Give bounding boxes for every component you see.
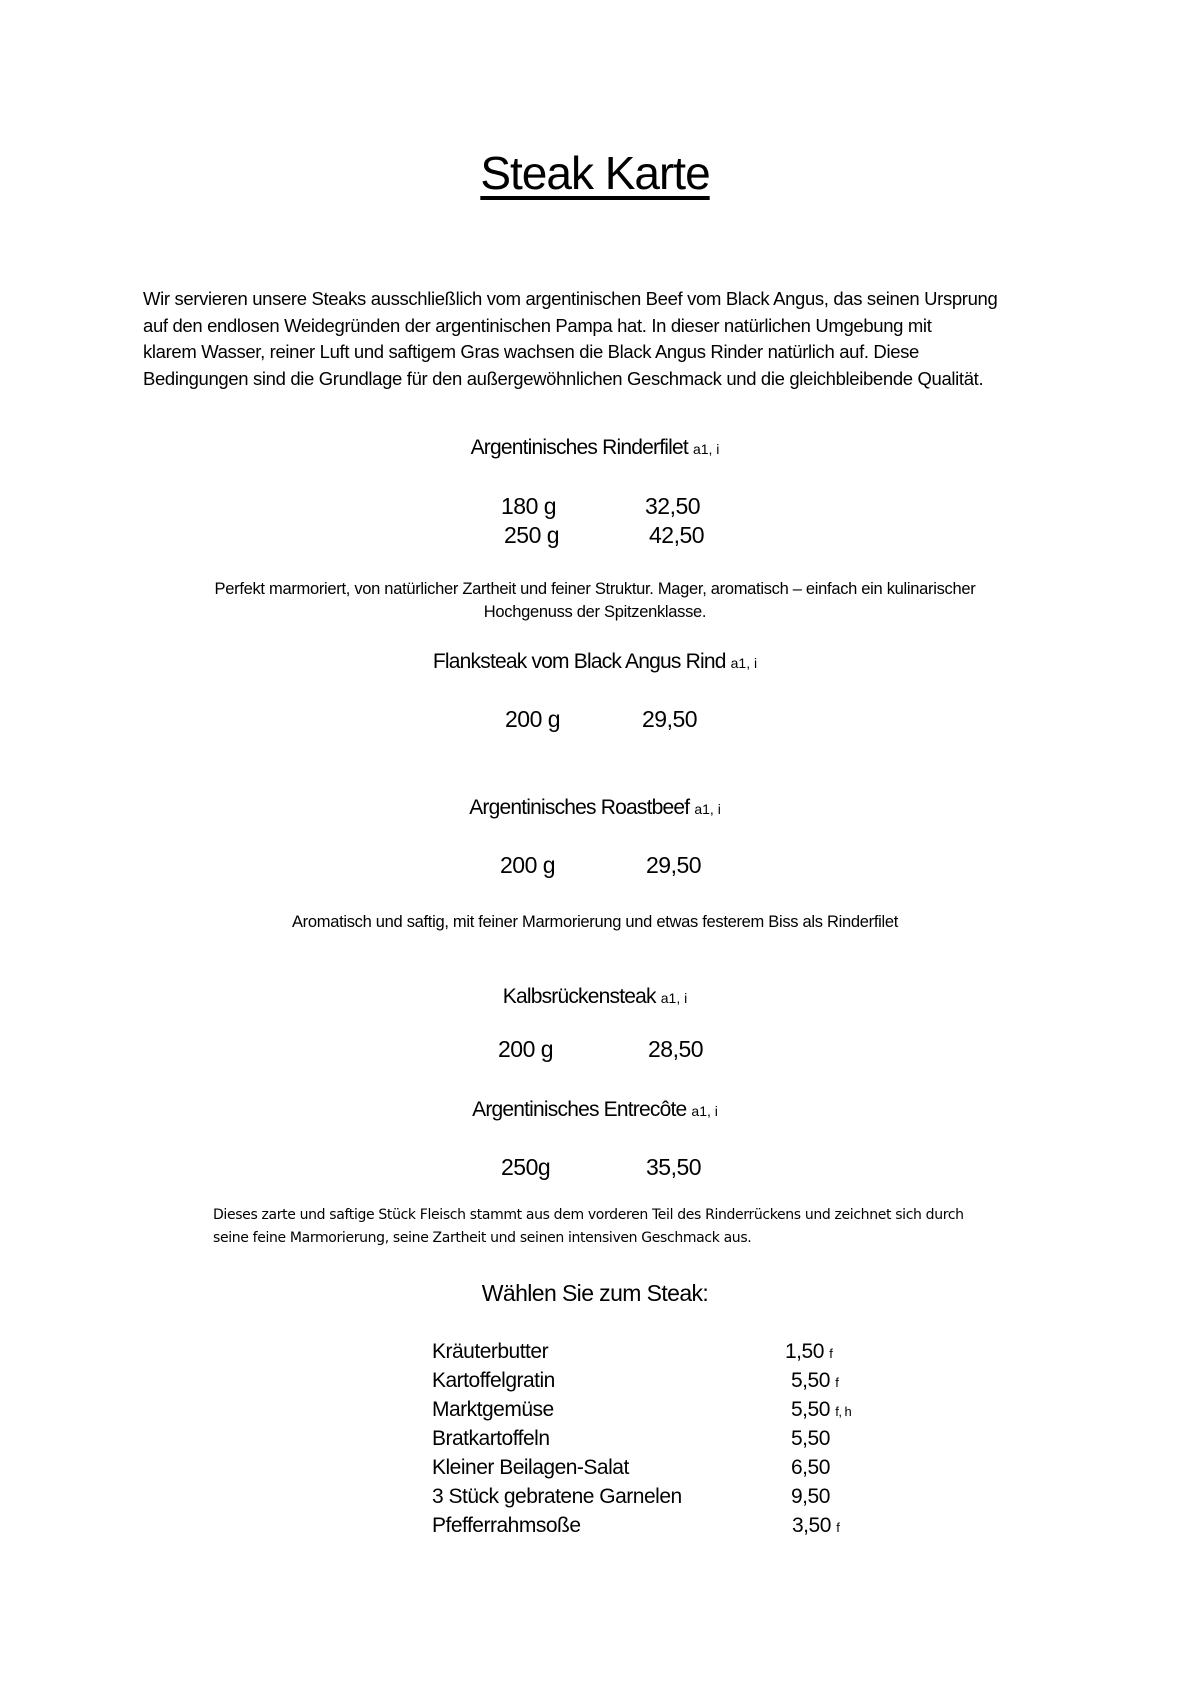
price: 29,50 (642, 706, 698, 732)
side-price: 5,50 f (791, 1369, 839, 1392)
weight: 180 g (501, 493, 557, 519)
side-name: Bratkartoffeln (432, 1427, 550, 1450)
side-price: 1,50 f (785, 1340, 833, 1363)
side-price: 5,50 (791, 1427, 830, 1450)
intro-paragraph (143, 286, 1068, 393)
steak-heading-entrecote: Argentinisches Entrecôte a1, i (472, 1098, 718, 1121)
price: 42,50 (649, 522, 705, 548)
weight: 250g (501, 1154, 551, 1180)
intro-line: auf den endlosen Weidegründen der argentinischen Pampa hat. In dieser natürlichen Umgebung mit (143, 314, 932, 336)
side-price: 5,50 f, h (791, 1398, 852, 1421)
side-name: Kräuterbutter (432, 1340, 549, 1363)
steak-description: Perfekt marmoriert, von natürlicher Zartheit und feiner Struktur. Mager, aromatisch – einfach ein kulinarischer Hochgenuss der Spitzenklasse. (214, 580, 976, 621)
weight: 200 g (500, 852, 556, 878)
side-item (0, 1398, 1190, 1426)
side-item (0, 1340, 1190, 1368)
price: 29,50 (646, 852, 702, 878)
side-name: Kartoffelgratin (432, 1369, 555, 1392)
steak-description: Dieses zarte und saftige Stück Fleisch stammt aus dem vorderen Teil des Rinderrückens und zeichnet sich durch seine feine Marmorierung, seine Zartheit und seinen intensiven Geschmack aus. (213, 1207, 964, 1246)
intro-line: klarem Wasser, reiner Luft und saftigem Gras wachsen die Black Angus Rinder natürlich auf. Diese (143, 341, 919, 363)
side-item (0, 1514, 1190, 1542)
steak-heading-roastbeef: Argentinisches Roastbeef a1, i (469, 796, 721, 819)
side-name: 3 Stück gebratene Garnelen (432, 1485, 682, 1508)
side-item (0, 1485, 1190, 1513)
side-price: 3,50 f (792, 1514, 840, 1537)
page-title: Steak Karte (480, 147, 710, 199)
allergen-code: f (829, 1346, 833, 1361)
price: 28,50 (648, 1036, 704, 1062)
price: 32,50 (645, 493, 701, 519)
allergen-code: a1, i (694, 801, 721, 817)
side-item (0, 1369, 1190, 1397)
steak-heading-rinderfilet: Argentinisches Rinderfilet a1, i (470, 436, 720, 459)
side-price: 9,50 (791, 1485, 830, 1508)
side-name: Kleiner Beilagen-Salat (432, 1456, 629, 1479)
allergen-code: f, h (835, 1404, 852, 1419)
allergen-code: a1, i (660, 990, 688, 1006)
weight: 250 g (504, 522, 560, 548)
side-item (0, 1456, 1190, 1484)
intro-line: Wir servieren unsere Steaks ausschließlich vom argentinischen Beef vom Black Angus, das seinen Ursprung (143, 288, 998, 309)
steak-heading-flanksteak: Flanksteak vom Black Angus Rind a1, i (432, 650, 758, 673)
price: 35,50 (646, 1154, 702, 1180)
side-item (0, 1427, 1190, 1455)
allergen-code: a1, i (691, 1103, 718, 1119)
weight: 200 g (505, 706, 561, 732)
steak-description: Aromatisch und saftig, mit feiner Marmorierung und etwas festerem Biss als Rinderfilet (291, 913, 899, 931)
sides-heading: Wählen Sie zum Steak: (481, 1280, 709, 1306)
allergen-code: a1, i (692, 441, 720, 457)
weight: 200 g (498, 1036, 554, 1062)
steak-heading-kalbsrueckensteak: Kalbsrückensteak a1, i (502, 985, 688, 1008)
side-name: Marktgemüse (432, 1398, 554, 1421)
side-name: Pfefferrahmsoße (432, 1514, 581, 1537)
intro-line: Bedingungen sind die Grundlage für den außergewöhnlichen Geschmack und die gleichbleibende Qualität. (143, 368, 984, 390)
allergen-code: f (836, 1520, 840, 1535)
side-price: 6,50 (791, 1456, 830, 1479)
allergen-code: a1, i (730, 655, 758, 671)
allergen-code: f (835, 1375, 839, 1390)
